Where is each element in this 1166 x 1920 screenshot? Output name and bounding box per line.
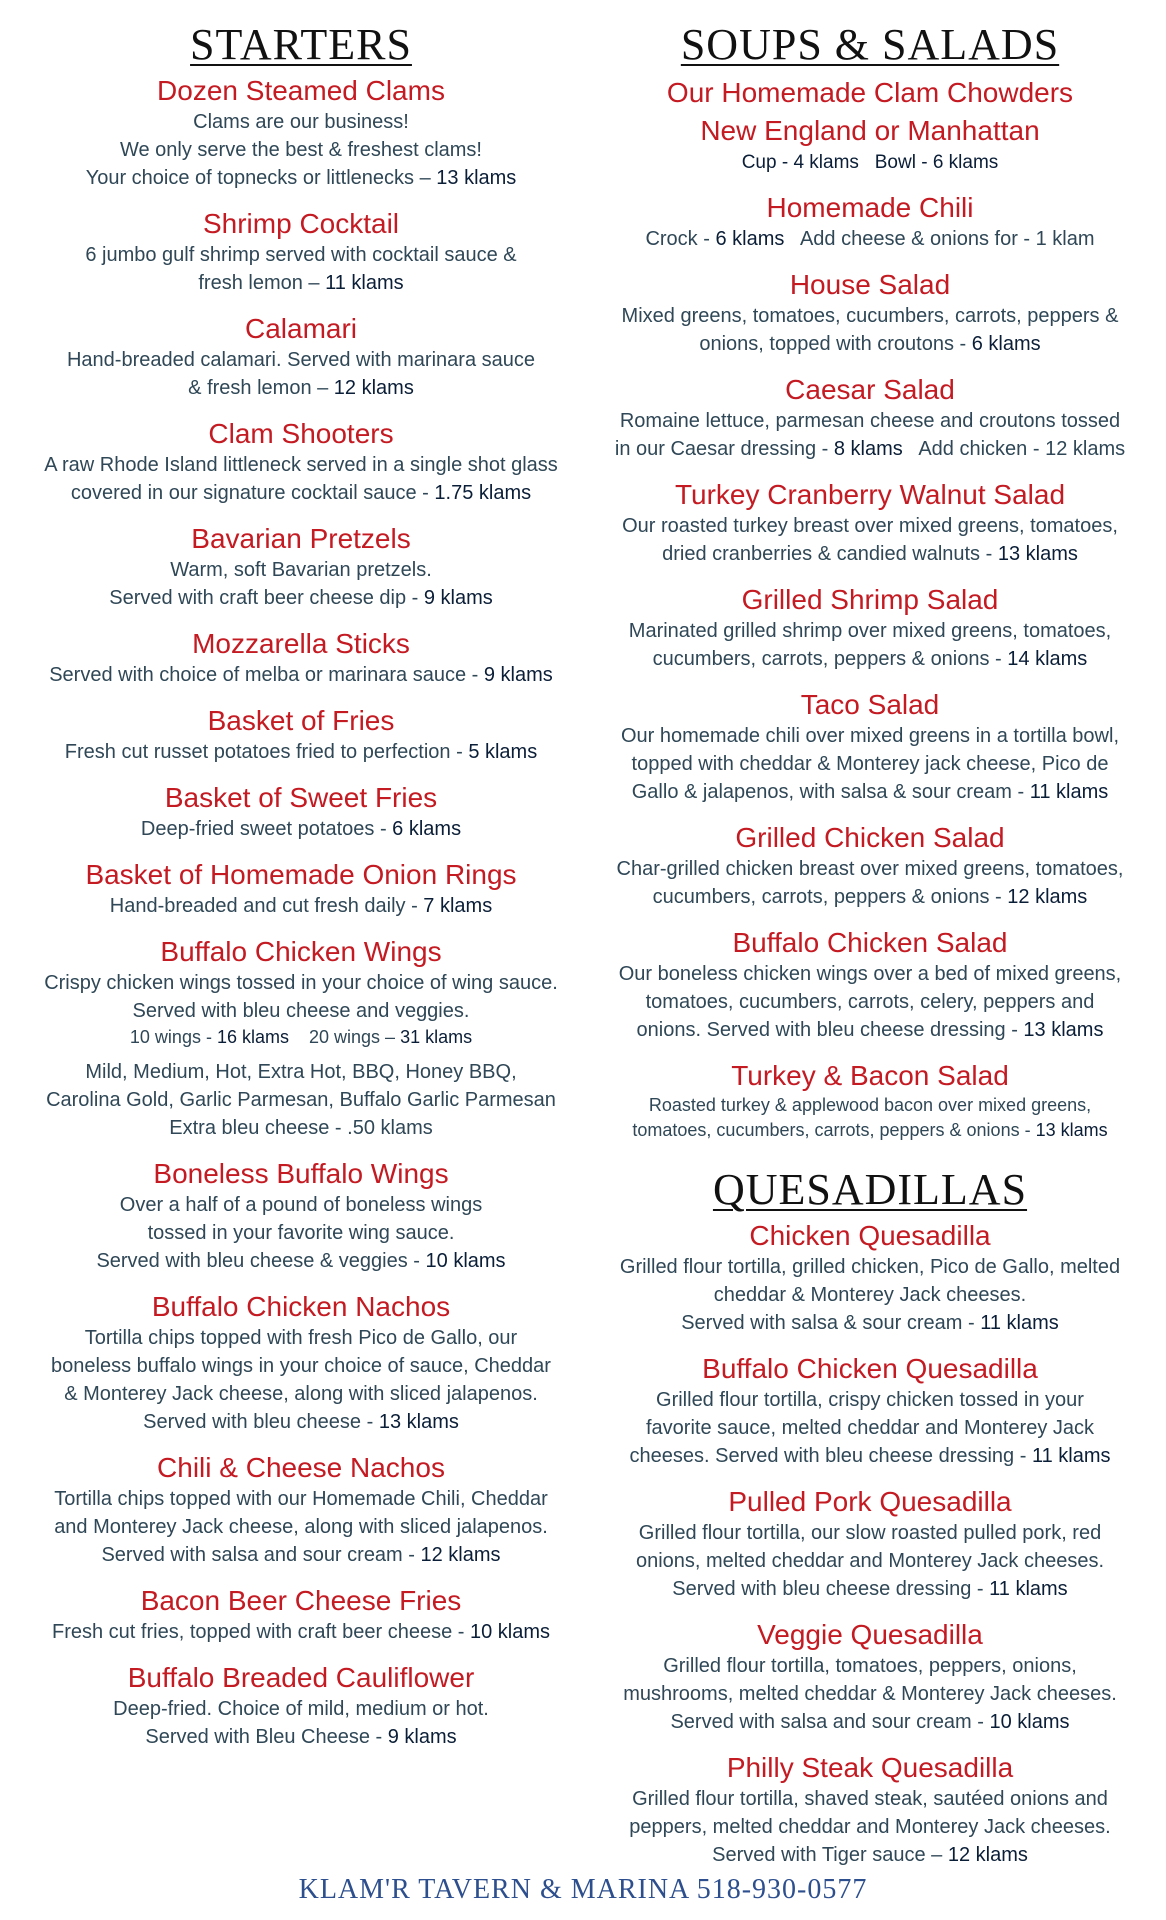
item-name: Bacon Beer Cheese Fries xyxy=(140,1585,462,1616)
item-desc-line: Char-grilled chicken breast over mixed greens, tomatoes, xyxy=(616,858,1124,880)
item-price: 6 klams xyxy=(715,228,785,250)
chowder-cup-price: Cup - 4 klams xyxy=(741,152,859,173)
chili-crock-label: Crock - xyxy=(645,228,716,250)
item-name: Buffalo Chicken Salad xyxy=(732,927,1008,958)
menu-item-grilled-chicken-salad xyxy=(590,821,1150,911)
item-name: Pulled Pork Quesadilla xyxy=(728,1486,1012,1517)
item-desc-line: Over a half of a pound of boneless wings xyxy=(119,1194,483,1216)
menu-item-turkey-bacon-salad xyxy=(590,1059,1150,1143)
item-desc-line: onions, topped with croutons - xyxy=(699,333,972,355)
item-desc-line: topped with cheddar & Monterey jack cheese, Pico de xyxy=(631,753,1109,775)
item-price: 13 klams xyxy=(378,1411,459,1433)
item-desc-line: favorite sauce, melted cheddar and Monterey Jack xyxy=(645,1417,1095,1439)
item-desc-line: Our roasted turkey breast over mixed greens, tomatoes, xyxy=(622,515,1118,537)
item-desc-line: Grilled flour tortilla, crispy chicken tossed in your xyxy=(656,1389,1084,1411)
menu-item-buffalo-breaded-cauliflower xyxy=(16,1661,586,1751)
item-desc-line: Marinated grilled shrimp over mixed greens, tomatoes, xyxy=(628,620,1112,642)
menu-item-chicken-quesadilla xyxy=(590,1219,1150,1337)
item-desc-line: fresh lemon – xyxy=(198,272,326,294)
menu-item-clam-chowder xyxy=(590,74,1150,176)
item-desc-line: Served with salsa and sour cream - xyxy=(670,1711,990,1733)
starters-list-2 xyxy=(16,1157,586,1751)
item-desc-line: Deep-fried sweet potatoes - xyxy=(140,818,393,840)
menu-item-mozzarella-sticks xyxy=(16,627,586,689)
menu-item-philly-steak-quesadilla xyxy=(590,1751,1150,1869)
item-desc-line: Tortilla chips topped with our Homemade Chili, Cheddar xyxy=(54,1488,548,1510)
item-desc-line: We only serve the best & freshest clams! xyxy=(119,139,482,161)
item-price: 31 klams xyxy=(400,1027,473,1047)
item-price: 11 klams xyxy=(1029,781,1109,803)
wings-option-20: 20 wings – xyxy=(309,1027,401,1047)
item-desc-line: 6 jumbo gulf shrimp served with cocktail sauce & xyxy=(85,244,517,266)
menu-item-house-salad xyxy=(590,268,1150,358)
item-name: Bavarian Pretzels xyxy=(191,523,411,554)
item-price: 10 klams xyxy=(469,1621,550,1643)
salads-list xyxy=(590,268,1150,1044)
item-price: 10 klams xyxy=(425,1250,506,1272)
item-name: Caesar Salad xyxy=(785,374,955,405)
menu-item-basket-of-sweet-fries xyxy=(16,781,586,843)
item-price: 13 klams xyxy=(997,543,1078,565)
item-desc-line: Fresh cut russet potatoes fried to perfection - xyxy=(64,741,469,763)
item-price: 9 klams xyxy=(483,664,553,686)
item-desc-line: Served with Tiger sauce – xyxy=(712,1844,948,1866)
item-price: 6 klams xyxy=(971,333,1041,355)
item-name: Calamari xyxy=(244,313,358,344)
item-desc-line: Served with choice of melba or marinara sauce - xyxy=(49,664,484,686)
item-name: Grilled Chicken Salad xyxy=(735,822,1005,853)
item-desc-line: A raw Rhode Island littleneck served in a single shot glass xyxy=(44,454,558,476)
item-name: Shrimp Cocktail xyxy=(202,208,400,239)
item-desc-line: cucumbers, carrots, peppers & onions - xyxy=(652,886,1008,908)
item-name: Basket of Homemade Onion Rings xyxy=(85,859,517,890)
item-price: 9 klams xyxy=(423,587,493,609)
item-name: Grilled Shrimp Salad xyxy=(741,584,999,615)
item-price: 13 klams xyxy=(1035,1120,1108,1140)
menu-item-clam-shooters xyxy=(16,417,586,507)
item-desc-line: Clams are our business! xyxy=(193,111,409,133)
item-desc-line: Grilled flour tortilla, shaved steak, sautéed onions and xyxy=(632,1788,1108,1810)
item-price: 11 klams xyxy=(980,1312,1059,1334)
item-price: 13 klams xyxy=(436,167,517,189)
item-desc-line: onions. Served with bleu cheese dressing - xyxy=(636,1019,1024,1041)
item-desc-line: covered in our signature cocktail sauce - xyxy=(70,482,435,504)
item-price: 9 klams xyxy=(387,1726,457,1748)
item-desc-line: Our homemade chili over mixed greens in a tortilla bowl, xyxy=(621,725,1119,747)
soups-salads-column xyxy=(590,22,1150,1884)
item-price: 16 klams xyxy=(216,1027,289,1047)
item-price: 12 klams xyxy=(1007,886,1088,908)
quesadillas-heading: QUESADILLAS xyxy=(712,1165,1028,1214)
item-name: Basket of Fries xyxy=(207,705,395,736)
wing-flavors xyxy=(16,1058,586,1142)
item-desc-line: Served with bleu cheese - xyxy=(143,1411,379,1433)
item-desc-line: Grilled flour tortilla, grilled chicken, Pico de Gallo, melted xyxy=(619,1256,1121,1278)
item-desc-line: Served with bleu cheese and veggies. xyxy=(132,1000,470,1022)
menu-item-buffalo-chicken-wings xyxy=(16,935,586,1142)
footer-contact: KLAM'R TAVERN & MARINA 518-930-0577 xyxy=(298,1874,868,1905)
item-name: Homemade Chili xyxy=(766,192,974,223)
item-desc-line: Grilled flour tortilla, our slow roasted pulled pork, red xyxy=(638,1522,1102,1544)
item-desc-line: Deep-fried. Choice of mild, medium or hot. xyxy=(113,1698,489,1720)
menu-item-dozen-steamed-clams xyxy=(16,74,586,192)
soups-salads-heading: SOUPS & SALADS xyxy=(680,20,1060,69)
menu-item-homemade-chili xyxy=(590,191,1150,253)
item-desc-line: Served with craft beer cheese dip - xyxy=(109,587,424,609)
item-name: Philly Steak Quesadilla xyxy=(726,1752,1014,1783)
wing-flavors-line: Carolina Gold, Garlic Parmesan, Buffalo Garlic Parmesan xyxy=(46,1089,556,1111)
menu-item-buffalo-chicken-quesadilla xyxy=(590,1352,1150,1470)
chowder-bowl-price: Bowl - 6 klams xyxy=(874,152,999,173)
item-price: 10 klams xyxy=(989,1711,1070,1733)
starters-list xyxy=(16,74,586,920)
menu-item-chili-cheese-nachos xyxy=(16,1451,586,1569)
menu-item-grilled-shrimp-salad xyxy=(590,583,1150,673)
item-name: Boneless Buffalo Wings xyxy=(153,1158,449,1189)
menu-item-pulled-pork-quesadilla xyxy=(590,1485,1150,1603)
item-name: Chicken Quesadilla xyxy=(749,1220,991,1251)
item-desc-line: Served with bleu cheese dressing - xyxy=(672,1578,990,1600)
menu-item-caesar-salad xyxy=(590,373,1150,463)
item-desc-line: and Monterey Jack cheese, along with sliced jalapenos. xyxy=(54,1516,548,1538)
item-desc-line: Served with salsa & sour cream - xyxy=(681,1312,981,1334)
menu-item-shrimp-cocktail xyxy=(16,207,586,297)
item-name: Our Homemade Clam Chowders xyxy=(666,77,1074,108)
item-name: Buffalo Chicken Nachos xyxy=(151,1291,451,1322)
item-name: Veggie Quesadilla xyxy=(757,1619,983,1650)
item-name: House Salad xyxy=(789,269,951,300)
item-desc-line: Romaine lettuce, parmesan cheese and croutons tossed xyxy=(619,410,1121,432)
item-desc-line: Fresh cut fries, topped with craft beer cheese - xyxy=(52,1621,470,1643)
item-price: 12 klams xyxy=(947,1844,1028,1866)
menu-item-boneless-buffalo-wings xyxy=(16,1157,586,1275)
starters-column xyxy=(16,22,586,1766)
menu-item-calamari xyxy=(16,312,586,402)
item-name: Turkey & Bacon Salad xyxy=(731,1060,1009,1091)
item-desc-line: Gallo & jalapenos, with salsa & sour cream - xyxy=(631,781,1030,803)
menu-item-basket-of-homemade-onion-rings xyxy=(16,858,586,920)
item-desc-line: Our boneless chicken wings over a bed of mixed greens, xyxy=(618,963,1122,985)
wing-flavors-line: Mild, Medium, Hot, Extra Hot, BBQ, Honey BBQ, xyxy=(85,1061,517,1083)
item-desc-line: peppers, melted cheddar and Monterey Jack cheeses. xyxy=(629,1816,1111,1838)
item-desc-line: tomatoes, cucumbers, carrots, celery, peppers and xyxy=(645,991,1095,1013)
item-desc-line: dried cranberries & candied walnuts - xyxy=(662,543,998,565)
chili-addon: Add cheese & onions for - 1 klam xyxy=(799,228,1095,250)
item-price: 6 klams xyxy=(392,818,462,840)
item-desc-line: Hand-breaded and cut fresh daily - xyxy=(109,895,424,917)
item-price: 11 klams xyxy=(989,1578,1068,1600)
item-name: Chili & Cheese Nachos xyxy=(157,1452,445,1483)
item-price: 13 klams xyxy=(1023,1019,1104,1041)
item-desc-line: Served with Bleu Cheese - xyxy=(145,1726,388,1748)
item-desc-line: mushrooms, melted cheddar & Monterey Jack cheeses. xyxy=(623,1683,1117,1705)
item-name: Buffalo Chicken Wings xyxy=(160,936,442,967)
item-price: 14 klams xyxy=(1007,648,1088,670)
item-price: 11 klams xyxy=(325,272,404,294)
item-name: Turkey Cranberry Walnut Salad xyxy=(674,479,1066,510)
quesadillas-list xyxy=(590,1219,1150,1869)
item-desc-line: cheeses. Served with bleu cheese dressing - xyxy=(629,1445,1032,1467)
item-desc-line: & fresh lemon – xyxy=(188,377,334,399)
wing-flavors-line: Extra bleu cheese - .50 klams xyxy=(169,1117,433,1139)
menu-item-buffalo-chicken-nachos xyxy=(16,1290,586,1436)
menu-item-bavarian-pretzels xyxy=(16,522,586,612)
wings-option-10: 10 wings - xyxy=(129,1027,217,1047)
item-price: 1.75 klams xyxy=(434,482,532,504)
item-name: Basket of Sweet Fries xyxy=(164,782,438,813)
item-name: Buffalo Chicken Quesadilla xyxy=(702,1353,1038,1384)
item-name: Buffalo Breaded Cauliflower xyxy=(127,1662,475,1693)
item-desc-line: in our Caesar dressing - xyxy=(614,438,834,460)
item-price: 11 klams xyxy=(1031,1445,1111,1467)
item-name-sub: New England or Manhattan xyxy=(700,115,1040,146)
item-desc-line: tossed in your favorite wing sauce. xyxy=(147,1222,455,1244)
item-price: 8 klams xyxy=(833,438,903,460)
menu-item-basket-of-fries xyxy=(16,704,586,766)
menu-item-bacon-beer-cheese-fries xyxy=(16,1584,586,1646)
item-addon: Add chicken - 12 klams xyxy=(918,438,1126,460)
starters-heading: STARTERS xyxy=(190,20,412,69)
item-desc-line: Roasted turkey & applewood bacon over mixed greens, xyxy=(648,1095,1092,1115)
item-desc-line: Hand-breaded calamari. Served with marinara sauce xyxy=(66,349,535,371)
item-name: Dozen Steamed Clams xyxy=(157,75,445,106)
item-price: 5 klams xyxy=(468,741,538,763)
item-name: Clam Shooters xyxy=(208,418,394,449)
menu-item-turkey-cranberry-walnut-salad xyxy=(590,478,1150,568)
item-desc-line: cucumbers, carrots, peppers & onions - xyxy=(652,648,1008,670)
item-desc-line: Tortilla chips topped with fresh Pico de Gallo, our xyxy=(84,1327,518,1349)
item-desc-line: boneless buffalo wings in your choice of sauce, Cheddar xyxy=(51,1355,551,1377)
item-desc-line: onions, melted cheddar and Monterey Jack cheeses. xyxy=(635,1550,1105,1572)
item-price: 7 klams xyxy=(423,895,493,917)
item-price: 12 klams xyxy=(333,377,414,399)
item-desc-line: tomatoes, cucumbers, carrots, peppers & onions - xyxy=(632,1120,1036,1140)
item-desc-line: Crispy chicken wings tossed in your choice of wing sauce. xyxy=(44,972,558,994)
menu-item-buffalo-chicken-salad xyxy=(590,926,1150,1044)
item-desc-line: Served with bleu cheese & veggies - xyxy=(96,1250,426,1272)
item-price: 12 klams xyxy=(420,1544,501,1566)
item-desc-line: cheddar & Monterey Jack cheeses. xyxy=(713,1284,1027,1306)
item-desc-line: Your choice of topnecks or littlenecks – xyxy=(85,167,437,189)
menu-item-veggie-quesadilla xyxy=(590,1618,1150,1736)
item-name: Mozzarella Sticks xyxy=(192,628,410,659)
item-desc-line: & Monterey Jack cheese, along with sliced jalapenos. xyxy=(64,1383,538,1405)
item-desc-line: Mixed greens, tomatoes, cucumbers, carrots, peppers & xyxy=(621,305,1119,327)
item-desc-line: Warm, soft Bavarian pretzels. xyxy=(170,559,432,581)
item-name: Taco Salad xyxy=(800,689,940,720)
item-desc-line: Grilled flour tortilla, tomatoes, peppers, onions, xyxy=(663,1655,1077,1677)
item-desc-line: Served with salsa and sour cream - xyxy=(101,1544,421,1566)
menu-item-taco-salad xyxy=(590,688,1150,806)
